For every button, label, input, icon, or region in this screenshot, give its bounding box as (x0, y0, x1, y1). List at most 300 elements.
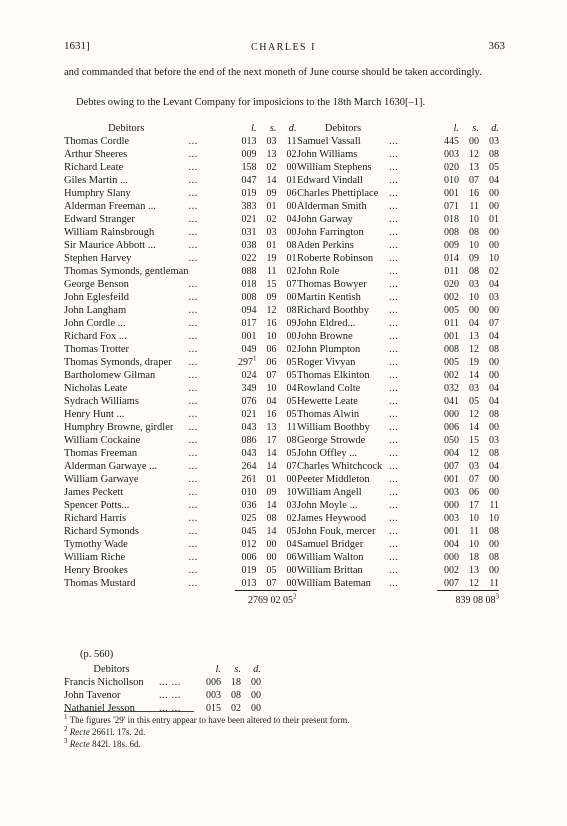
shillings-value: 00 (266, 552, 277, 563)
table-row (64, 356, 297, 369)
pence-value: 04 (489, 279, 499, 290)
pence-value: 11 (489, 578, 499, 589)
debtor-name: Hewette Leate (297, 396, 358, 407)
pence-value: 02 (489, 266, 499, 277)
leader-dots: ... (389, 266, 399, 277)
leader-dots: ... (188, 318, 198, 329)
leader-dots: ... (188, 188, 198, 199)
shillings-header: s. (269, 123, 277, 134)
pence-value: 04 (489, 383, 499, 394)
shillings-value: 07 (266, 578, 277, 589)
shillings-value: 08 (231, 690, 241, 701)
debtor-name: Thomas Freeman (64, 448, 138, 459)
shillings-value: 10 (469, 214, 479, 225)
debtor-name: William Rainsbrough (64, 227, 155, 238)
table-row (64, 148, 297, 161)
debtor-name: Martin Kentish (297, 292, 361, 303)
debtor-name: Thomas Symonds, draper (64, 357, 172, 368)
table-row (64, 343, 297, 356)
pence-value: 00 (286, 565, 297, 576)
table-row (297, 226, 499, 239)
leader-dots: ... (389, 240, 399, 251)
pounds-value: 022 (241, 253, 257, 264)
leader-dots: ... (389, 344, 399, 355)
debtor-name: John Fouk, mercer (297, 526, 376, 537)
table-row (64, 434, 297, 447)
page-reference: (p. 560) (80, 649, 114, 660)
debtor-name: Richard Harris (64, 513, 127, 524)
shillings-value: 12 (469, 448, 479, 459)
pence-value: 00 (489, 357, 499, 368)
shillings-value: 10 (469, 240, 479, 251)
table-row (297, 356, 499, 369)
pence-value: 11 (286, 136, 297, 147)
table-row (64, 702, 261, 715)
pounds-value: 019 (241, 188, 257, 199)
pence-value: 03 (489, 435, 499, 446)
pounds-value: 002 (444, 292, 459, 303)
leader-dots: ... (389, 149, 399, 160)
debtor-name: Charles Phettiplace (297, 188, 379, 199)
leader-dots (189, 265, 235, 278)
debtor-name: Thomas Symonds, gentleman (64, 266, 189, 277)
shillings-value: 12 (469, 578, 479, 589)
shillings-value: 05 (469, 396, 479, 407)
shillings-value: 06 (266, 357, 277, 368)
table-row (297, 525, 499, 538)
debtor-name: John Tavenor (64, 690, 121, 701)
leader-dots: ... (389, 487, 399, 498)
debtor-name: Nicholas Leate (64, 383, 128, 394)
pounds-value: 001 (444, 474, 459, 485)
leader-dots: ... ... (159, 677, 181, 688)
shillings-value: 00 (469, 305, 479, 316)
table-row (297, 187, 499, 200)
pence-value: 10 (286, 487, 297, 498)
pence-value: 07 (286, 461, 297, 472)
table-row (64, 447, 297, 460)
shillings-value: 12 (469, 149, 479, 160)
table-row (297, 174, 499, 187)
leader-dots: ... (389, 539, 399, 550)
pounds-value: 015 (206, 703, 221, 714)
pence-value: 11 (489, 500, 499, 511)
shillings-value: 10 (266, 331, 277, 342)
shillings-value: 01 (266, 201, 277, 212)
pence-value: 08 (286, 305, 297, 316)
leader-dots: ... (188, 409, 198, 420)
leader-dots: ... (188, 370, 198, 381)
table-row (297, 148, 499, 161)
debtor-name: Arthur Sheeres (64, 149, 128, 160)
shillings-value: 11 (469, 201, 479, 212)
pence-header: d. (253, 664, 261, 675)
debtor-name: Edward Vindall (297, 175, 363, 186)
shillings-value: 12 (469, 344, 479, 355)
pounds-value: 003 (444, 487, 459, 498)
table-row (297, 278, 499, 291)
pence-value: 08 (286, 435, 297, 446)
debtor-name: Alderman Freeman ... (64, 201, 156, 212)
shillings-header: s. (234, 664, 241, 675)
shillings-value: 17 (266, 435, 277, 446)
shillings-value: 07 (266, 370, 277, 381)
table-row (297, 512, 499, 525)
leader-dots: ... (389, 513, 399, 524)
leader-dots: ... (188, 552, 198, 563)
pence-value: 08 (489, 526, 499, 537)
pence-header: d. (491, 123, 499, 134)
leader-dots: ... (188, 448, 198, 459)
pounds-value: 049 (241, 344, 257, 355)
debtor-name: James Heywood (297, 513, 367, 524)
debtor-name: John Farrington (297, 227, 364, 238)
pounds-value: 007 (444, 461, 459, 472)
table-row (64, 564, 297, 577)
left-debtor-table (64, 122, 297, 608)
table-row (64, 499, 297, 512)
leader-dots: ... (188, 344, 198, 355)
pence-value: 05 (286, 370, 297, 381)
pence-value: 04 (489, 396, 499, 407)
table-row (297, 304, 499, 317)
pence-value: 00 (286, 578, 297, 589)
debtor-name: William Boothby (297, 422, 370, 433)
pence-value: 10 (489, 513, 499, 524)
leader-dots: ... (389, 500, 399, 511)
pounds-value: 001 (444, 188, 459, 199)
pence-value: 02 (286, 149, 297, 160)
table-row (64, 213, 297, 226)
pence-value: 00 (286, 227, 297, 238)
table-row (64, 421, 297, 434)
pence-value: 07 (286, 279, 297, 290)
leader-dots: ... (188, 175, 198, 186)
shillings-value: 08 (266, 513, 277, 524)
leader-dots: ... (389, 448, 399, 459)
shillings-value: 07 (469, 175, 479, 186)
debtor-name: Thomas Elkinton (297, 370, 370, 381)
shillings-value: 03 (469, 383, 479, 394)
pounds-value: 012 (241, 539, 257, 550)
leader-dots: ... (389, 201, 399, 212)
pounds-value: 010 (241, 487, 257, 498)
shillings-value: 17 (469, 500, 479, 511)
shillings-value: 10 (469, 539, 479, 550)
table-row (297, 408, 499, 421)
debtor-name: Roberte Robinson (297, 253, 374, 264)
pounds-value: 017 (241, 318, 257, 329)
table-header-row (64, 663, 261, 676)
pence-value: 01 (489, 214, 499, 225)
shillings-value: 19 (266, 253, 277, 264)
debtor-name: Charles Whitchcock (297, 461, 383, 472)
table-row (297, 395, 499, 408)
leader-dots: ... (389, 292, 399, 303)
pence-value: 00 (286, 292, 297, 303)
debtor-name: John Browne (297, 331, 353, 342)
table-row (64, 486, 297, 499)
leader-dots: ... ... (159, 690, 181, 701)
table-row (64, 369, 297, 382)
table-row (64, 161, 297, 174)
table-row (64, 382, 297, 395)
leader-dots: ... (389, 279, 399, 290)
shillings-value: 15 (266, 279, 277, 290)
debtor-name: Edward Stranger (64, 214, 135, 225)
shillings-value: 10 (469, 513, 479, 524)
shillings-value: 04 (266, 396, 277, 407)
debtor-name: James Peckett (64, 487, 124, 498)
pence-value: 06 (286, 188, 297, 199)
table-row (64, 676, 261, 689)
pence-value: 04 (286, 383, 297, 394)
pence-value: 08 (489, 448, 499, 459)
table-row (64, 473, 297, 486)
pounds-value: 006 (241, 552, 257, 563)
pounds-value: 013 (241, 136, 257, 147)
pounds-value: 000 (444, 409, 459, 420)
shillings-value: 10 (266, 383, 277, 394)
debtor-name: Alderman Smith (297, 201, 367, 212)
leader-dots: ... (389, 409, 399, 420)
shillings-value: 09 (266, 487, 277, 498)
leader-dots: ... (188, 487, 198, 498)
running-head-left: 1631] (64, 40, 90, 52)
leader-dots: ... (389, 318, 399, 329)
debtor-name: Henry Brookes (64, 565, 128, 576)
pounds-value: 013 (241, 578, 257, 589)
shillings-value: 09 (266, 188, 277, 199)
table-row (297, 291, 499, 304)
leader-dots: ... ... (159, 703, 181, 714)
pence-value: 00 (251, 677, 261, 688)
pence-value: 05 (286, 396, 297, 407)
leader-dots: ... (188, 422, 198, 433)
shillings-value: 16 (266, 409, 277, 420)
shillings-header: s. (472, 123, 479, 134)
pence-value: 05 (286, 409, 297, 420)
pounds-value: 008 (444, 227, 459, 238)
table-row (297, 499, 499, 512)
shillings-value: 14 (266, 448, 277, 459)
pence-value: 03 (489, 292, 499, 303)
pence-value: 00 (286, 162, 297, 173)
pence-value: 02 (286, 344, 297, 355)
shillings-value: 16 (469, 188, 479, 199)
pence-value: 07 (489, 318, 499, 329)
shillings-value: 06 (469, 487, 479, 498)
table-row (64, 265, 297, 278)
pence-value: 11 (286, 422, 297, 433)
table-row (64, 577, 297, 591)
shillings-value: 14 (266, 526, 277, 537)
pounds-value: 038 (241, 240, 257, 251)
leader-dots: ... (389, 331, 399, 342)
leader-dots: ... (389, 578, 399, 589)
table-row (297, 473, 499, 486)
pence-value: 00 (251, 690, 261, 701)
leader-dots: ... (389, 383, 399, 394)
debtor-name: William Walton (297, 552, 364, 563)
pounds-value: 036 (241, 500, 257, 511)
pence-value: 08 (489, 409, 499, 420)
debtor-name: Francis Nichollson (64, 677, 144, 688)
leader-dots: ... (389, 422, 399, 433)
shillings-value: 11 (266, 266, 277, 277)
shillings-value: 09 (266, 292, 277, 303)
table-row (64, 187, 297, 200)
pence-value: 08 (489, 552, 499, 563)
table-row (64, 525, 297, 538)
debtor-name: Richard Fox ... (64, 331, 127, 342)
leader-dots: ... (188, 383, 198, 394)
debtor-name: Sydrach Williams (64, 396, 139, 407)
leader-dots: ... (389, 565, 399, 576)
debtor-name: John Moyle ... (297, 500, 358, 511)
pence-value: 08 (489, 344, 499, 355)
pounds-value: 002 (444, 370, 459, 381)
shillings-value: 12 (266, 305, 277, 316)
pounds-value: 020 (444, 279, 459, 290)
leader-dots: ... (188, 526, 198, 537)
pounds-value: 045 (241, 526, 257, 537)
footnote-3: $^3$ Recte 842l. 18s. 6d. (64, 737, 141, 749)
pounds-value: 383 (241, 201, 257, 212)
pounds-value: 003 (444, 513, 459, 524)
leader-dots: ... (188, 500, 198, 511)
table-row (64, 408, 297, 421)
pounds-value: 076 (241, 396, 257, 407)
pounds-value: 261 (241, 474, 257, 485)
shillings-value: 16 (266, 318, 277, 329)
table-row (64, 395, 297, 408)
leader-dots: ... (188, 357, 198, 368)
pence-value: 00 (286, 201, 297, 212)
pence-value: 03 (286, 500, 297, 511)
pounds-value: 021 (241, 214, 257, 225)
table-row (64, 135, 297, 148)
table-row (297, 486, 499, 499)
leader-dots: ... (188, 513, 198, 524)
pounds-value: 086 (241, 435, 257, 446)
debtor-name: William Angell (297, 487, 362, 498)
pence-value: 00 (286, 474, 297, 485)
shillings-value: 08 (469, 266, 479, 277)
pounds-value: 264 (241, 461, 257, 472)
debtor-name: Alderman Garwaye ... (64, 461, 158, 472)
running-head-title: CHARLES I (251, 42, 316, 53)
leader-dots: ... (188, 162, 198, 173)
table-header-row (64, 122, 297, 135)
table-row (297, 551, 499, 564)
shillings-value: 03 (469, 279, 479, 290)
pounds-value: 011 (444, 266, 459, 277)
pounds-value: 008 (444, 344, 459, 355)
table-row (64, 200, 297, 213)
pounds-value: 031 (241, 227, 257, 238)
leader-dots: ... (188, 396, 198, 407)
pounds-value: 041 (444, 396, 459, 407)
debtor-name: Peeter Middleton (297, 474, 370, 485)
leader-dots: ... (389, 136, 399, 147)
leader-dots: ... (188, 149, 198, 160)
shillings-value: 02 (266, 214, 277, 225)
pence-value: 00 (489, 422, 499, 433)
debtor-name: William Riche (64, 552, 126, 563)
pence-value: 06 (286, 552, 297, 563)
table-row (64, 460, 297, 473)
pence-value: 09 (286, 318, 297, 329)
pounds-value: 003 (444, 149, 459, 160)
leader-dots: ... (188, 539, 198, 550)
leader-dots: ... (389, 162, 399, 173)
shillings-value: 05 (266, 565, 277, 576)
debtor-name: Thomas Bowyer (297, 279, 367, 290)
debtor-name: John Offley ... (297, 448, 358, 459)
debtor-name: Humphry Slany (64, 188, 131, 199)
table-row (297, 460, 499, 473)
shillings-value: 14 (469, 422, 479, 433)
pence-value: 04 (489, 175, 499, 186)
table-row (297, 330, 499, 343)
pounds-value: 002 (444, 565, 459, 576)
footnote-ref: 1 (253, 354, 257, 363)
pounds-value: 009 (241, 149, 257, 160)
pence-value: 10 (489, 253, 499, 264)
shillings-value: 01 (266, 240, 277, 251)
pounds-value: 019 (241, 565, 257, 576)
pounds-value: 004 (444, 539, 459, 550)
shillings-value: 13 (469, 331, 479, 342)
debtor-name: Bartholomew Gilman (64, 370, 156, 381)
pounds-value: 010 (444, 175, 459, 186)
debtor-name: Henry Hunt ... (64, 409, 125, 420)
shillings-value: 13 (469, 162, 479, 173)
table-row (297, 239, 499, 252)
shillings-value: 13 (266, 422, 277, 433)
leader-dots: ... (188, 578, 198, 589)
pounds-header: l. (215, 664, 221, 675)
pounds-value: 050 (444, 435, 459, 446)
leader-dots: ... (188, 253, 198, 264)
shillings-value: 14 (266, 175, 277, 186)
debtor-name: Richard Leate (64, 162, 124, 173)
shillings-value: 11 (469, 526, 479, 537)
pounds-value: 025 (241, 513, 257, 524)
table-row (297, 421, 499, 434)
leader-dots: ... (188, 279, 198, 290)
table-row (64, 304, 297, 317)
pounds-value: 008 (241, 292, 257, 303)
shillings-value: 13 (469, 565, 479, 576)
leader-dots: ... (389, 188, 399, 199)
debtor-name: John Eldred... (297, 318, 356, 329)
debtors-header: Debitors (324, 123, 362, 134)
pence-value: 05 (286, 357, 297, 368)
shillings-value: 03 (266, 136, 277, 147)
pounds-value: 071 (444, 201, 459, 212)
leader-dots: ... (389, 552, 399, 563)
debtor-name: John Role (297, 266, 340, 277)
shillings-value: 14 (469, 370, 479, 381)
table-row (297, 213, 499, 226)
table-row (297, 577, 499, 591)
pounds-value: 006 (206, 677, 221, 688)
debtors-header: Debitors (93, 664, 130, 675)
pence-value: 00 (251, 703, 261, 714)
pence-value: 00 (489, 487, 499, 498)
